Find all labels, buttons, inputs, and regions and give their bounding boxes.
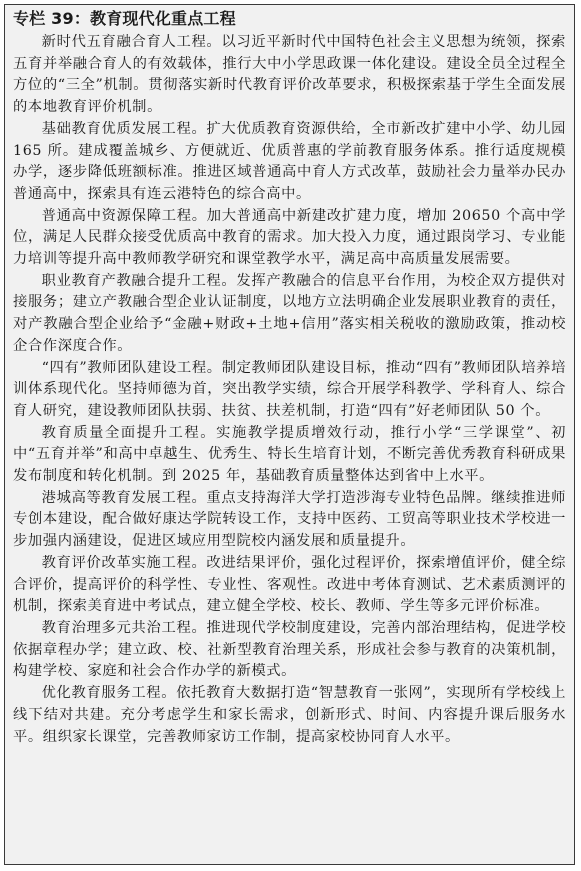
paragraph-basic-education: 基础教育优质发展工程。扩大优质教育资源供给，全市新改扩建中小学、幼儿园 165 所。建成覆盖城乡、方便就近、优质普惠的学前教育服务体系。推行适度规模办学，逐步降低班额标准。推进区域普通高中育人方式改革，鼓励社会力量举办民办普通高中，探索具有连云港特色的综合高中。	[13, 120, 566, 202]
paragraph-high-school-resources: 普通高中资源保障工程。加大普通高中新建改扩建力度，增加 20650 个高中学位，满足人民群众接受优质高中教育的需求。加大投入力度，通过跟岗学习、专业能力培训等提升高中教师教学研究和课堂教学水平，满足高中高质量发展需要。	[13, 207, 566, 268]
paragraph-vocational-education: 职业教育产教融合提升工程。发挥产教融合的信息平台作用，为校企双方提供对接服务；建立产教融合型企业认证制度，以地方立法明确企业发展职业教育的责任，对产教融合型企业给予“金融+财政+土地+信用”落实相关税收的激励政策，推动校企合作深度合作。	[13, 272, 566, 354]
paragraph-evaluation-reform: 教育评价改革实施工程。改进结果评价，强化过程评价，探索增值评价，健全综合评价，提高评价的科学性、专业性、客观性。改进中考体育测试、艺术素质测评的机制，探索美育进中考试点，建立健全学校、校长、教师、学生等多元评价标准。	[13, 554, 566, 615]
column-title: 专栏 39：教育现代化重点工程	[13, 9, 236, 28]
paragraph-higher-education: 港城高等教育发展工程。重点支持海洋大学打造涉海专业特色品牌。继续推进师专创本建设，配合做好康达学院转设工作，支持中医药、工贸高等职业技术学校进一步加强内涵建设，促进区域应用型院校内涵发展和质量提升。	[13, 489, 566, 550]
paragraph-education-quality: 教育质量全面提升工程。实施教学提质增效行动，推行小学“三学课堂”、初中“五育并举”和高中卓越生、优秀生、特长生培育计划，不断完善优秀教育科研成果发布制度和转化机制。到 2025 年，基础教育质量整体达到省中上水平。	[13, 424, 566, 485]
paragraph-governance: 教育治理多元共治工程。推进现代学校制度建设，完善内部治理结构，促进学校依据章程办学；建立政、校、社新型教育治理关系，形成社会参与教育的决策机制，构建学校、家庭和社会合作办学的新模式。	[13, 619, 566, 680]
paragraph-education-service: 优化教育服务工程。依托教育大数据打造“智慧教育一张网”，实现所有学校线上线下结对共建。充分考虑学生和家长需求，创新形式、时间、内容提升课后服务水平。组织家长课堂，完善教师家访工作制，提高家校协同育人水平。	[13, 685, 566, 745]
paragraph-five-education-integration: 新时代五育融合育人工程。以习近平新时代中国特色社会主义思想为统领，探索五育并举融合育人的有效载体，推行大中小学思政课一体化建设。建设全员全过程全方位的“三全”机制。贯彻落实新时代教育评价改革要求，积极探索基于学生全面发展的本地教育评价机制。	[13, 34, 566, 116]
column-box	[4, 4, 575, 865]
paragraph-teacher-team: “四有”教师团队建设工程。制定教师团队建设目标，推动“四有”教师团队培养培训体系现代化。坚持师德为首，突出教学实绩，综合开展学科教学、学科育人、综合育人研究，建设教师团队扶弱、扶贫、扶差机制，打造“四有”好老师团队 50 个。	[13, 359, 566, 419]
